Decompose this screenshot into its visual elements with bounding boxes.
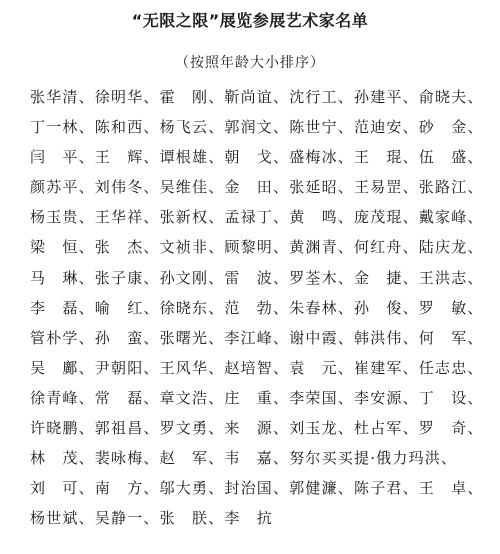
name-list-line: 颜苏平、刘伟冬、吴维佳、金 田、张延昭、王易罡、张路江、 — [30, 178, 484, 197]
name-list-line: 闫 平、王 辉、谭根雄、朝 戈、盛梅冰、王 琨、伍 盛、 — [30, 148, 484, 167]
name-list-line: 徐青峰、常 磊、章文浩、庄 重、李荣国、李安源、丁 设、 — [30, 388, 484, 407]
name-list-line: 张华清、徐明华、霍 刚、靳尚谊、沈行工、孙建平、俞晓夫、 — [30, 88, 484, 106]
name-list-line: 管朴学、孙 蛮、张曙光、李江峰、谢中霞、韩洪伟、何 军、 — [30, 328, 484, 347]
name-list-line: 梁 恒、张 杰、文祯非、顾黎明、黄渊青、何红舟、陆庆龙、 — [30, 238, 484, 257]
name-list-line: 马 琳、张子康、孙文刚、雷 波、罗荃木、金 捷、王洪志、 — [30, 268, 484, 287]
artist-name-list — [30, 87, 490, 538]
name-list-line: 吴 鄺、尹朝阳、王风华、赵培智、袁 元、崔建军、任志忠、 — [30, 358, 484, 377]
document-title: “无限之限”展览参展艺术家名单 — [131, 11, 369, 30]
name-list-line: 刘 可、南 方、邬大勇、封治国、郭健濂、陈子君、王 卓、 — [30, 479, 484, 498]
name-list-line: 李 磊、喻 红、徐晓东、范 勃、朱春林、孙 俊、罗 敏、 — [30, 298, 484, 317]
name-list-line: 林 茂、裴咏梅、赵 军、韦 嘉、努尔买买提·俄力玛洪、 — [30, 449, 458, 468]
name-list-line: 丁一林、陈和西、杨飞云、郭润文、陈世宁、范迪安、砂 金、 — [30, 118, 484, 137]
name-list-line: 许晓鹏、郭祖昌、罗文勇、来 源、刘玉龙、杜占军、罗 奇、 — [30, 419, 484, 438]
document-subtitle: （按照年龄大小排序） — [175, 55, 325, 71]
name-list-line: 杨世斌、吴静一、张 朕、李 抗 — [30, 509, 274, 528]
name-list-line: 杨玉贵、王华祥、张新权、孟禄丁、黄 鸣、庞茂琨、戴家峰、 — [30, 208, 484, 227]
